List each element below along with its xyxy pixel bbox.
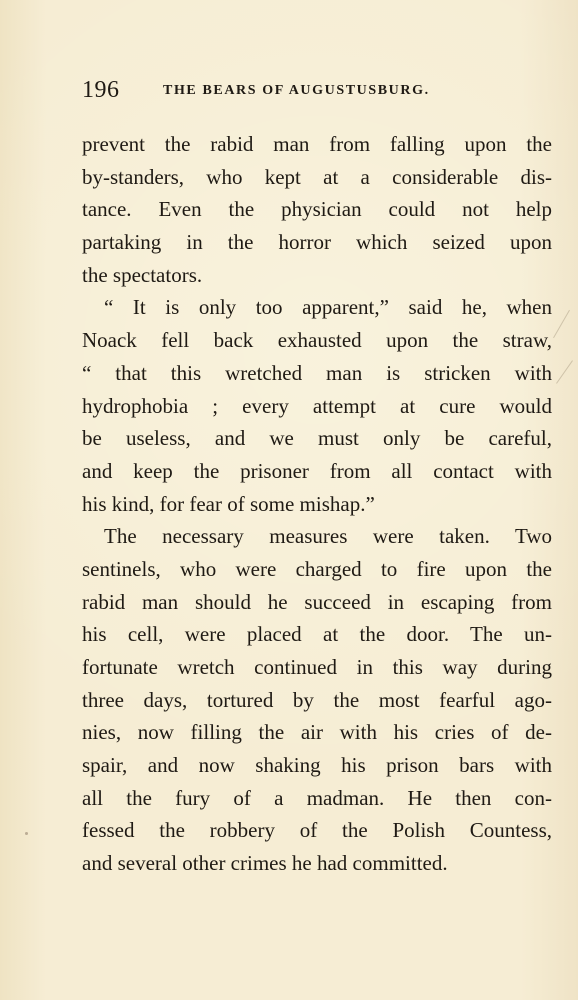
text-line: the spectators. bbox=[82, 262, 203, 287]
body-text bbox=[82, 128, 552, 880]
paper-scratch-mark bbox=[553, 310, 570, 338]
text-line: three days, tortured by the most fearful ago- bbox=[82, 687, 552, 712]
text-line: “ It is only too apparent,” said he, when bbox=[104, 295, 552, 320]
running-title: THE BEARS OF AUGUSTUSBURG. bbox=[163, 83, 430, 98]
text-line: sentinels, who were charged to fire upon the bbox=[82, 556, 552, 581]
text-line: partaking in the horror which seized upon bbox=[82, 230, 552, 255]
text-line: prevent the rabid man from falling upon the bbox=[82, 132, 552, 156]
text-line: be useless, and we must only be careful, bbox=[82, 426, 552, 451]
text-line: and several other crimes he had committed. bbox=[82, 851, 448, 876]
text-line: nies, now filling the air with his cries of de- bbox=[82, 720, 552, 745]
text-line: fessed the robbery of the Polish Countess, bbox=[82, 818, 552, 843]
text-line: and keep the prisoner from all contact with bbox=[82, 458, 552, 483]
text-line: by-standers, who kept at a considerable dis- bbox=[82, 164, 552, 189]
paper-scratch-mark bbox=[556, 360, 573, 384]
text-line: “ that this wretched man is stricken with bbox=[82, 360, 552, 385]
text-line: Noack fell back exhausted upon the straw, bbox=[82, 328, 552, 353]
text-line: his kind, for fear of some mishap.” bbox=[82, 491, 375, 516]
text-line: all the fury of a madman. He then con- bbox=[82, 785, 552, 810]
text-line: spair, and now shaking his prison bars with bbox=[82, 753, 552, 778]
text-line: his cell, were placed at the door. The un- bbox=[82, 622, 552, 647]
text-line: rabid man should he succeed in escaping from bbox=[82, 589, 552, 614]
text-line: tance. Even the physician could not help bbox=[82, 197, 552, 222]
text-line: fortunate wretch continued in this way during bbox=[82, 655, 552, 679]
page-number: 196 bbox=[82, 77, 120, 103]
paper-speck bbox=[25, 832, 28, 835]
page-header bbox=[82, 76, 552, 104]
text-line: The necessary measures were taken. Two bbox=[104, 524, 552, 549]
text-line: hydrophobia ; every attempt at cure would bbox=[82, 393, 552, 418]
